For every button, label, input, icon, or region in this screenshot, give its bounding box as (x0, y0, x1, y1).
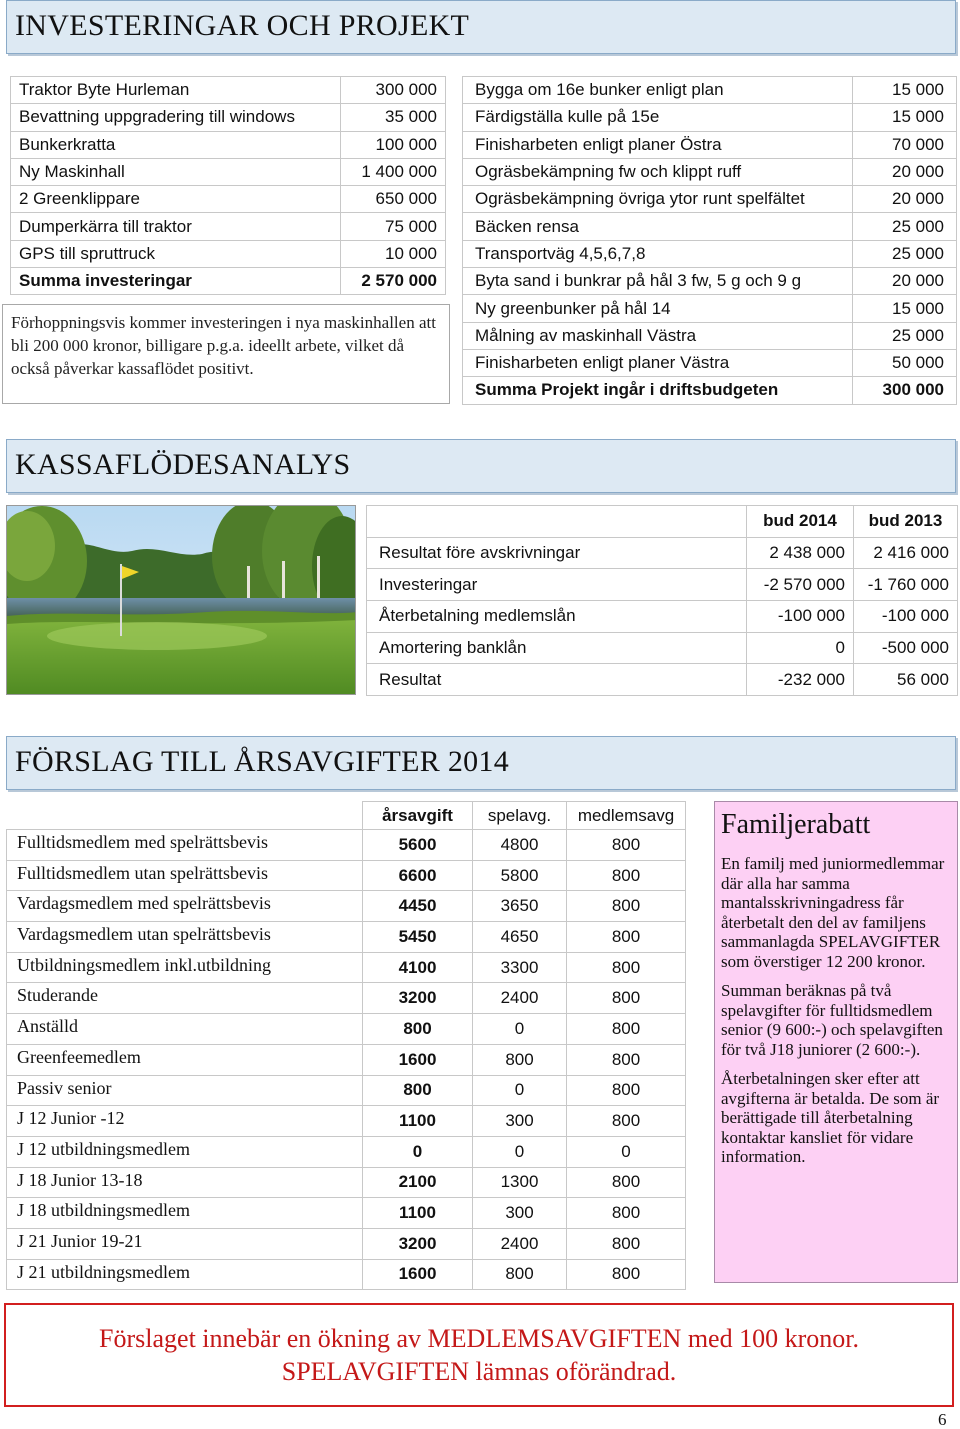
fee-row (7, 1228, 686, 1259)
section-heading-cashflow (6, 439, 956, 493)
section-title-cashflow: KASSAFLÖDESANALYS (15, 448, 351, 481)
fee-spelavg: 300 (473, 1106, 567, 1137)
fee-category: J 12 Junior -12 (7, 1106, 363, 1137)
investment-label: Bevattning uppgradering till windows (11, 104, 341, 131)
fee-spelavg: 800 (473, 1259, 567, 1290)
fee-category: J 18 utbildningsmedlem (7, 1198, 363, 1229)
project-label: Ogräsbekämpning övriga ytor runt spelfältet (463, 186, 853, 213)
fee-arsavgift: 800 (363, 1014, 473, 1045)
project-row (463, 104, 957, 131)
project-row (463, 186, 957, 213)
fee-category: J 18 Junior 13-18 (7, 1167, 363, 1198)
project-label: Finisharbeten enligt planer Östra (463, 131, 853, 158)
fee-medlemsavg: 800 (567, 1228, 686, 1259)
project-total-row (463, 377, 957, 404)
fee-spelavg: 4800 (473, 830, 567, 861)
investments-note: Förhoppningsvis kommer investeringen i nya maskinhallen att bli 200 000 kronor, billigare p.g.a. ideellt arbete, vilket då också påverkar kassaflödet positivt. (2, 304, 450, 404)
cashflow-row (367, 537, 958, 569)
cashflow-header-2014: bud 2014 (747, 506, 854, 538)
fee-category: J 21 Junior 19-21 (7, 1228, 363, 1259)
fee-medlemsavg: 800 (567, 1198, 686, 1229)
fee-arsavgift: 1600 (363, 1259, 473, 1290)
cashflow-value-2013: -1 760 000 (854, 569, 958, 601)
fee-spelavg: 3650 (473, 891, 567, 922)
section-heading-fees (6, 736, 956, 790)
family-discount-title: Familjerabatt (721, 809, 871, 840)
project-amount: 20 000 (853, 158, 957, 185)
project-label: Bygga om 16e bunker enligt plan (463, 77, 853, 104)
fee-arsavgift: 3200 (363, 983, 473, 1014)
golf-course-image (7, 506, 356, 695)
cashflow-value-2013: 56 000 (854, 664, 958, 696)
fee-category: Greenfeemedlem (7, 1044, 363, 1075)
project-row (463, 322, 957, 349)
fee-row (7, 1259, 686, 1290)
investment-row (11, 77, 446, 104)
investment-label: Ny Maskinhall (11, 158, 341, 185)
investment-label: Dumperkärra till traktor (11, 213, 341, 240)
fees-header-medlemsavg: medlemsavg (567, 802, 686, 830)
fee-row (7, 1198, 686, 1229)
investment-label: GPS till spruttruck (11, 240, 341, 267)
cashflow-header-blank (367, 506, 747, 538)
fee-spelavg: 5800 (473, 860, 567, 891)
proposal-box (4, 1303, 954, 1407)
proposal-line-1: Förslaget innebär en ökning av MEDLEMSAVGIFTEN med 100 kronor. (99, 1324, 859, 1353)
project-total-label: Summa Projekt ingår i driftsbudgeten (463, 377, 853, 404)
fee-arsavgift: 6600 (363, 860, 473, 891)
project-label: Byta sand i bunkrar på hål 3 fw, 5 g och 9 g (463, 268, 853, 295)
cashflow-label: Amortering banklån (367, 632, 747, 664)
fee-row (7, 922, 686, 953)
investment-label: 2 Greenklippare (11, 186, 341, 213)
project-amount: 20 000 (853, 186, 957, 213)
project-total-amount: 300 000 (853, 377, 957, 404)
fee-arsavgift: 5450 (363, 922, 473, 953)
fee-medlemsavg: 800 (567, 1259, 686, 1290)
fee-spelavg: 2400 (473, 1228, 567, 1259)
project-amount: 20 000 (853, 268, 957, 295)
cashflow-label: Återbetalning medlemslån (367, 601, 747, 633)
fee-arsavgift: 1600 (363, 1044, 473, 1075)
fee-category: Fulltidsmedlem utan spelrättsbevis (7, 860, 363, 891)
cashflow-table (366, 505, 958, 696)
investment-amount: 75 000 (341, 213, 446, 240)
project-row (463, 158, 957, 185)
fee-category: J 21 utbildningsmedlem (7, 1259, 363, 1290)
fee-row (7, 952, 686, 983)
cashflow-value-2013: -100 000 (854, 601, 958, 633)
fee-category: Utbildningsmedlem inkl.utbildning (7, 952, 363, 983)
cashflow-label: Resultat före avskrivningar (367, 537, 747, 569)
fee-row (7, 1044, 686, 1075)
investment-total-row (11, 268, 446, 295)
fee-spelavg: 300 (473, 1198, 567, 1229)
investment-row (11, 104, 446, 131)
fee-category: Vardagsmedlem utan spelrättsbevis (7, 922, 363, 953)
project-amount: 25 000 (853, 322, 957, 349)
fee-arsavgift: 4450 (363, 891, 473, 922)
project-amount: 70 000 (853, 131, 957, 158)
fees-header-arsavgift: årsavgift (363, 802, 473, 830)
project-row (463, 349, 957, 376)
fee-medlemsavg: 800 (567, 891, 686, 922)
project-label: Finisharbeten enligt planer Västra (463, 349, 853, 376)
fee-medlemsavg: 800 (567, 1106, 686, 1137)
project-label: Ogräsbekämpning fw och klippt ruff (463, 158, 853, 185)
project-label: Ny greenbunker på hål 14 (463, 295, 853, 322)
project-row (463, 295, 957, 322)
fee-medlemsavg: 800 (567, 983, 686, 1014)
cashflow-value-2014: -232 000 (747, 664, 854, 696)
cashflow-value-2014: 2 438 000 (747, 537, 854, 569)
projects-table (462, 76, 957, 405)
investment-amount: 1 400 000 (341, 158, 446, 185)
investment-amount: 35 000 (341, 104, 446, 131)
project-amount: 15 000 (853, 104, 957, 131)
project-row (463, 213, 957, 240)
project-amount: 25 000 (853, 213, 957, 240)
fee-medlemsavg: 800 (567, 860, 686, 891)
fee-medlemsavg: 800 (567, 922, 686, 953)
project-label: Målning av maskinhall Västra (463, 322, 853, 349)
fee-spelavg: 2400 (473, 983, 567, 1014)
fee-arsavgift: 1100 (363, 1198, 473, 1229)
investment-amount: 650 000 (341, 186, 446, 213)
fee-row (7, 891, 686, 922)
fee-spelavg: 0 (473, 1136, 567, 1167)
family-discount-paragraph-3: Återbetalningen sker efter att avgifterna är betalda. De som är berättigade till återbetalning kontaktar kansliet för vidare information. (721, 1069, 940, 1166)
project-label: Transportväg 4,5,6,7,8 (463, 240, 853, 267)
fees-table (6, 801, 686, 1290)
fee-medlemsavg: 800 (567, 1167, 686, 1198)
fee-category: Studerande (7, 983, 363, 1014)
fee-medlemsavg: 0 (567, 1136, 686, 1167)
fee-spelavg: 0 (473, 1075, 567, 1106)
investment-total-amount: 2 570 000 (341, 268, 446, 295)
project-amount: 50 000 (853, 349, 957, 376)
fee-category: Anställd (7, 1014, 363, 1045)
cashflow-value-2014: -100 000 (747, 601, 854, 633)
cashflow-label: Investeringar (367, 569, 747, 601)
fee-spelavg: 1300 (473, 1167, 567, 1198)
project-label: Färdigställa kulle på 15e (463, 104, 853, 131)
project-amount: 15 000 (853, 77, 957, 104)
project-label: Bäcken rensa (463, 213, 853, 240)
cashflow-header-row (367, 506, 958, 538)
investment-row (11, 158, 446, 185)
fees-header-row (7, 802, 686, 830)
cashflow-header-2013: bud 2013 (854, 506, 958, 538)
project-amount: 25 000 (853, 240, 957, 267)
investment-row (11, 131, 446, 158)
family-discount-paragraph-2: Summan beräknas på två spelavgifter för fulltidsmedlem senior (9 600:-) och spelavgiften för två J18 juniorer (2 600:-). (721, 981, 943, 1059)
cashflow-label: Resultat (367, 664, 747, 696)
fee-row (7, 983, 686, 1014)
fee-medlemsavg: 800 (567, 1075, 686, 1106)
fee-medlemsavg: 800 (567, 830, 686, 861)
fee-arsavgift: 3200 (363, 1228, 473, 1259)
investment-amount: 300 000 (341, 77, 446, 104)
fee-arsavgift: 0 (363, 1136, 473, 1167)
fee-spelavg: 4650 (473, 922, 567, 953)
investment-row (11, 186, 446, 213)
fee-spelavg: 800 (473, 1044, 567, 1075)
investment-row (11, 240, 446, 267)
investment-amount: 10 000 (341, 240, 446, 267)
section-heading-investments (6, 0, 956, 54)
cashflow-value-2013: -500 000 (854, 632, 958, 664)
section-title-fees: FÖRSLAG TILL ÅRSAVGIFTER 2014 (15, 745, 510, 778)
section-title-investments: INVESTERINGAR OCH PROJEKT (15, 9, 470, 42)
fee-arsavgift: 5600 (363, 830, 473, 861)
fee-category: Fulltidsmedlem med spelrättsbevis (7, 830, 363, 861)
investment-label: Bunkerkratta (11, 131, 341, 158)
investment-row (11, 213, 446, 240)
cashflow-row (367, 632, 958, 664)
proposal-line-2: SPELAVGIFTEN lämnas oförändrad. (281, 1357, 677, 1386)
project-row (463, 131, 957, 158)
cashflow-row (367, 664, 958, 696)
project-row (463, 240, 957, 267)
fee-row (7, 860, 686, 891)
project-row (463, 268, 957, 295)
fee-spelavg: 3300 (473, 952, 567, 983)
investment-label: Traktor Byte Hurleman (11, 77, 341, 104)
family-discount-paragraph-1: En familj med juniormedlemmar där alla har samma mantalsskrivningadress får återbetalt den del av familjens sammanlagda SPELAVGIFTER som överstiger 12 200 kronor. (721, 854, 945, 971)
fees-header-blank (7, 802, 363, 830)
family-discount-box (714, 801, 958, 1283)
fee-row (7, 1075, 686, 1106)
fee-arsavgift: 4100 (363, 952, 473, 983)
cashflow-row (367, 569, 958, 601)
investment-total-label: Summa investeringar (11, 268, 341, 295)
fee-medlemsavg: 800 (567, 952, 686, 983)
fee-category: Passiv senior (7, 1075, 363, 1106)
fee-row (7, 1167, 686, 1198)
cashflow-value-2014: 0 (747, 632, 854, 664)
page-number: 6 (938, 1410, 947, 1429)
cashflow-value-2013: 2 416 000 (854, 537, 958, 569)
project-amount: 15 000 (853, 295, 957, 322)
fee-arsavgift: 2100 (363, 1167, 473, 1198)
fee-category: Vardagsmedlem med spelrättsbevis (7, 891, 363, 922)
project-row (463, 77, 957, 104)
cashflow-row (367, 601, 958, 633)
fee-arsavgift: 800 (363, 1075, 473, 1106)
fee-category: J 12 utbildningsmedlem (7, 1136, 363, 1167)
fee-row (7, 830, 686, 861)
investment-amount: 100 000 (341, 131, 446, 158)
investments-table (10, 76, 446, 295)
fee-row (7, 1014, 686, 1045)
fee-arsavgift: 1100 (363, 1106, 473, 1137)
fee-medlemsavg: 800 (567, 1014, 686, 1045)
golf-course-photo (6, 505, 356, 695)
fee-row (7, 1106, 686, 1137)
cashflow-value-2014: -2 570 000 (747, 569, 854, 601)
fee-medlemsavg: 800 (567, 1044, 686, 1075)
fee-spelavg: 0 (473, 1014, 567, 1045)
fees-header-spelavg: spelavg. (473, 802, 567, 830)
fee-row (7, 1136, 686, 1167)
